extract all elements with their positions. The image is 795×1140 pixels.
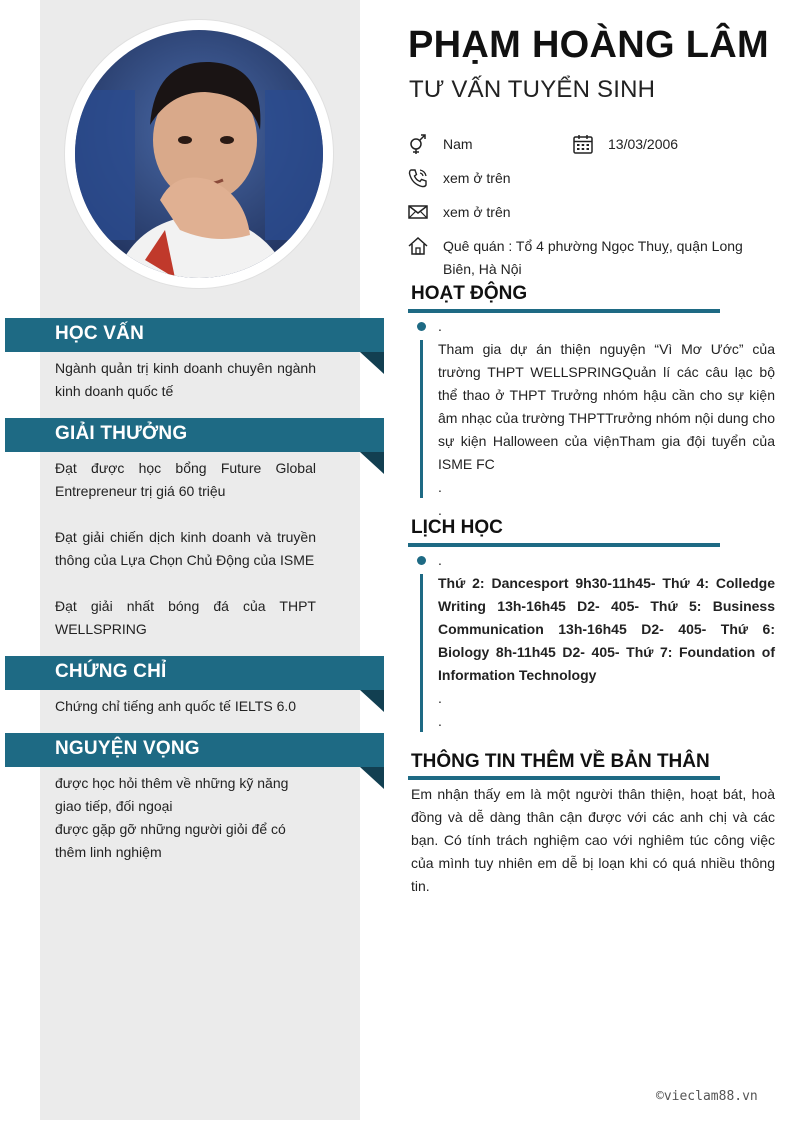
ribbon-fold (360, 767, 384, 789)
certificates-text: Chứng chỉ tiếng anh quốc tế IELTS 6.0 (55, 698, 297, 714)
phone-value: xem ở trên (443, 170, 511, 186)
about-underline (408, 776, 720, 780)
aspiration-item: được gặp gỡ những người giỏi để có thêm linh nghiệm (55, 821, 286, 860)
ribbon-fold (360, 452, 384, 474)
award-item: Đạt giải nhất bóng đá của THPT WELLSPRING (55, 598, 316, 637)
awards-title: GIẢI THƯỞNG (55, 423, 188, 444)
timeline-line (420, 340, 423, 498)
marker-text: . (438, 690, 442, 706)
schedule-title: LỊCH HỌC (411, 517, 503, 538)
watermark: ©vieclam88.vn (656, 1089, 758, 1104)
avatar-photo (75, 30, 323, 278)
marker-text: . (438, 479, 442, 495)
about-title: THÔNG TIN THÊM VỀ BẢN THÂN (411, 751, 710, 772)
education-text: Ngành quản trị kinh doanh chuyên ngành kinh doanh quốc tế (55, 360, 316, 399)
avatar (75, 30, 323, 278)
aspirations-header (5, 733, 384, 767)
certificates-title: CHỨNG CHỈ (55, 661, 167, 682)
ribbon-fold (360, 352, 384, 374)
schedule-body (438, 549, 775, 733)
education-header (5, 318, 384, 352)
birthdate-value: 13/03/2006 (608, 136, 679, 152)
address-value: Quê quán : Tổ 4 phường Ngọc Thuỵ, quận Long Biên, Hà Nội (443, 238, 743, 277)
schedule-underline (408, 543, 720, 547)
marker-text: . (438, 552, 442, 568)
award-item: Đạt được học bổng Future Global Entrepreneur trị giá 60 triệu (55, 460, 316, 499)
award-item: Đạt giải chiến dịch kinh doanh và truyền thông của Lựa Chọn Chủ Động của ISME (55, 529, 316, 568)
phone-icon (407, 167, 429, 189)
about-text: Em nhận thấy em là một người thân thiện, hoạt bát, hoà đồng và dễ dàng thân cận được với các anh chị và các bạn. Có tính trách nghiệm cao với nghiêm túc công việc của mình tuy nhiên em dễ bị loạn khi có quá nhiều thông tin. (411, 786, 775, 894)
gender-icon (407, 133, 429, 155)
activities-text: Tham gia dự án thiện nguyện “Vì Mơ Ước” của trường THPT WELLSPRINGQuản lí các câu lạc bộ thể thao ở THPT Trưởng nhóm hậu cần cho sự kiện âm nhạc của trường THPTTrưởng nhóm nội dung cho sự kiện Halloween của việnTham gia đội tuyển của ISME FC (438, 341, 775, 472)
ribbon-fold (360, 690, 384, 712)
timeline-line (420, 574, 423, 732)
email-value: xem ở trên (443, 204, 511, 220)
certificates-header (5, 656, 384, 690)
envelope-icon (407, 201, 429, 223)
schedule-text: Thứ 2: Dancesport 9h30-11h45- Thứ 4: Colledge Writing 13h-16h45 D2- 405- Thứ 5: Business Communication 13h-16h45 D2- 405- Thứ 6: Biology 8h-11h45 D2- 405- Thứ 7: Foundation of Information Technology (438, 575, 775, 683)
home-icon (407, 235, 429, 257)
candidate-name: PHẠM HOÀNG LÂM (408, 24, 769, 66)
activities-underline (408, 309, 720, 313)
gender-value: Nam (443, 136, 473, 152)
marker-text: . (438, 318, 442, 334)
awards-list (55, 457, 316, 641)
candidate-role: TƯ VẤN TUYỂN SINH (409, 76, 656, 103)
activities-body (438, 315, 775, 522)
calendar-icon (572, 133, 594, 155)
aspirations-title: NGUYỆN VỌNG (55, 738, 200, 759)
marker-text: . (438, 502, 442, 518)
aspiration-item: được học hỏi thêm về những kỹ năng giao tiếp, đối ngoại (55, 775, 289, 814)
education-title: HỌC VẤN (55, 323, 145, 344)
timeline-dot (417, 322, 426, 331)
awards-header (5, 418, 384, 452)
aspirations-list (55, 772, 316, 864)
timeline-dot (417, 556, 426, 565)
marker-text: . (438, 713, 442, 729)
activities-title: HOẠT ĐỘNG (411, 283, 528, 304)
